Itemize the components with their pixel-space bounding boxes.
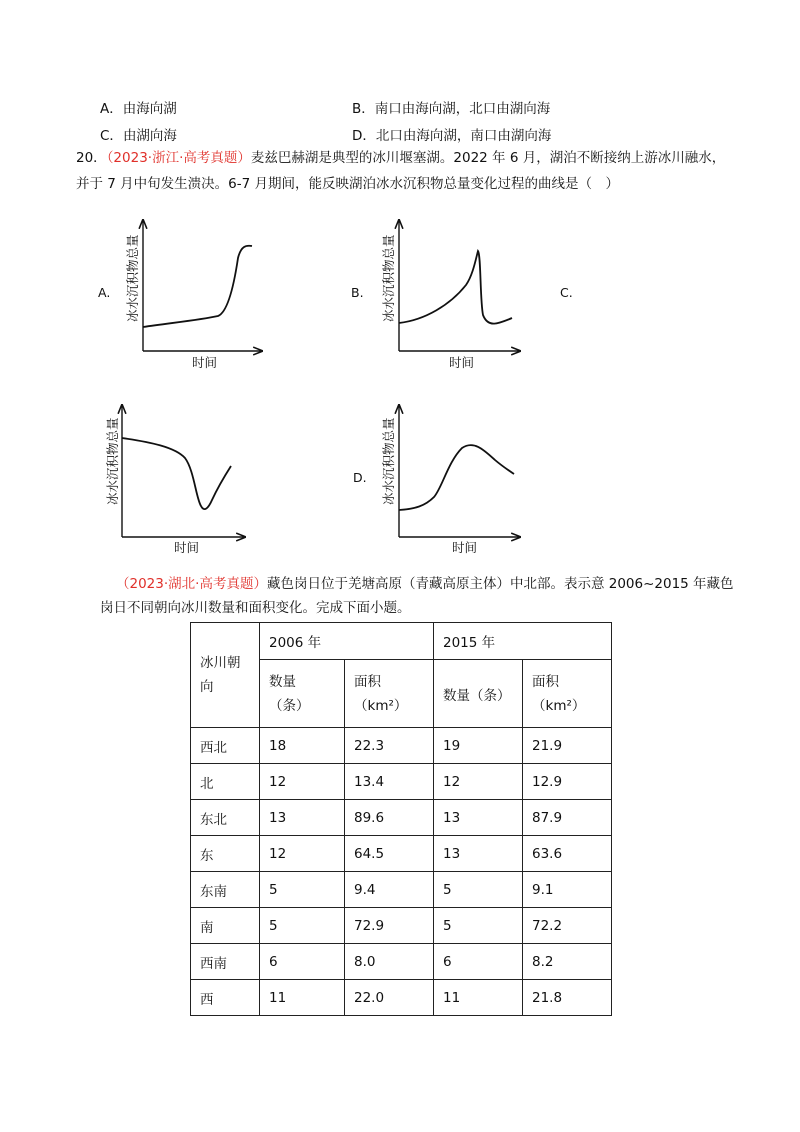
count-2015-cell: 19 (434, 728, 523, 764)
graph-a-ylabel: 冰水沉积物总量 (125, 234, 140, 322)
count-2006-cell: 18 (260, 728, 345, 764)
graph-b-label: B. (351, 285, 364, 300)
header-orientation: 冰川朝向 (191, 623, 260, 728)
area-2015-cell: 9.1 (523, 872, 612, 908)
graph-d-ylabel: 冰水沉积物总量 (381, 417, 396, 505)
area-2015-cell: 63.6 (523, 836, 612, 872)
question-source: （2023·浙江·高考真题） (106, 150, 251, 166)
graph-d-curve (399, 445, 514, 510)
count-2006-cell: 11 (260, 980, 345, 1016)
graph-b (351, 220, 520, 370)
group-text: 岗日不同朝向冰川数量和面积变化。完成下面小题。 (100, 600, 411, 616)
count-2015-cell: 6 (434, 944, 523, 980)
count-2015-cell: 13 (434, 800, 523, 836)
q19-option-b (352, 97, 550, 117)
area-2006-cell: 64.5 (345, 836, 434, 872)
question-number: 20． (76, 150, 107, 166)
header-2006: 2006 年 (260, 623, 434, 660)
option-letter: D． (352, 128, 376, 144)
q20-stem-line1 (76, 148, 725, 168)
area-2006-cell: 22.3 (345, 728, 434, 764)
graph-d-xlabel: 时间 (452, 540, 478, 555)
option-text: 南口由海向湖，北口由湖向海 (374, 101, 551, 117)
area-2015-cell: 8.2 (523, 944, 612, 980)
orientation-cell: 北 (191, 764, 260, 800)
count-2006-cell: 5 (260, 908, 345, 944)
q19-option-c (100, 124, 177, 144)
table-row (191, 764, 612, 800)
area-2006-cell: 22.0 (345, 980, 434, 1016)
group-intro-line2 (100, 598, 411, 618)
count-2006-cell: 5 (260, 872, 345, 908)
count-2015-cell: 5 (434, 908, 523, 944)
option-graphs (0, 200, 800, 560)
graph-c-label: C. (560, 285, 573, 300)
table-row (191, 728, 612, 764)
option-text: 由海向湖 (122, 101, 177, 117)
graph-c-ylabel: 冰水沉积物总量 (105, 417, 120, 505)
table-row (191, 908, 612, 944)
count-2006-cell: 12 (260, 764, 345, 800)
graph-d-label: D. (353, 470, 367, 485)
option-text: 由湖向海 (122, 128, 177, 144)
graph-c-curve (122, 438, 231, 509)
area-2015-cell: 21.8 (523, 980, 612, 1016)
q20-stem-line2 (76, 174, 619, 194)
group-source: （2023·湖北·高考真题） (116, 576, 267, 592)
area-2015-cell: 87.9 (523, 800, 612, 836)
graph-a (98, 220, 262, 370)
count-2006-cell: 13 (260, 800, 345, 836)
table-row (191, 944, 612, 980)
graph-a-curve (143, 246, 252, 327)
count-2015-cell: 11 (434, 980, 523, 1016)
orientation-cell: 东南 (191, 872, 260, 908)
q19-option-a (100, 97, 177, 117)
count-2006-cell: 6 (260, 944, 345, 980)
table-row (191, 836, 612, 872)
area-2006-cell: 72.9 (345, 908, 434, 944)
graph-d (353, 405, 520, 555)
area-2006-cell: 8.0 (345, 944, 434, 980)
graph-a-label: A. (98, 285, 111, 300)
glacier-table (190, 622, 612, 1016)
area-2006-cell: 89.6 (345, 800, 434, 836)
graph-b-curve (399, 251, 512, 324)
question-text: 麦兹巴赫湖是典型的冰川堰塞湖。2022 年 6 月，湖泊不断接纳上游冰川融水， (250, 150, 726, 166)
option-letter: B． (352, 101, 375, 117)
graph-b-xlabel: 时间 (449, 355, 475, 370)
table-row (191, 980, 612, 1016)
option-letter: A． (100, 101, 123, 117)
group-text: 藏色岗日位于羌塘高原（青藏高原主体）中北部。表示意 2006~2015 年藏色 (266, 576, 734, 592)
header-area-2006: 面积 （km²） (345, 660, 434, 728)
orientation-cell: 东 (191, 836, 260, 872)
count-2015-cell: 12 (434, 764, 523, 800)
table-row (191, 800, 612, 836)
question-text: 并于 7 月中旬发生溃决。6-7 月期间，能反映湖泊冰水沉积物总量变化过程的曲线是（ ） (76, 176, 620, 192)
orientation-cell: 东北 (191, 800, 260, 836)
orientation-cell: 南 (191, 908, 260, 944)
graph-c (105, 405, 245, 555)
orientation-cell: 西南 (191, 944, 260, 980)
count-2006-cell: 12 (260, 836, 345, 872)
orientation-cell: 西 (191, 980, 260, 1016)
table-row (191, 872, 612, 908)
option-text: 北口由海向湖，南口由湖向海 (375, 128, 552, 144)
graph-b-ylabel: 冰水沉积物总量 (381, 234, 396, 322)
area-2006-cell: 13.4 (345, 764, 434, 800)
header-count-2015: 数量（条） (434, 660, 523, 728)
graph-a-xlabel: 时间 (192, 355, 218, 370)
area-2006-cell: 9.4 (345, 872, 434, 908)
orientation-cell: 西北 (191, 728, 260, 764)
area-2015-cell: 72.2 (523, 908, 612, 944)
area-2015-cell: 12.9 (523, 764, 612, 800)
count-2015-cell: 13 (434, 836, 523, 872)
group-intro-line1 (116, 574, 734, 594)
count-2015-cell: 5 (434, 872, 523, 908)
header-count-2006: 数量（条） (260, 660, 345, 728)
graph-c-xlabel: 时间 (174, 540, 200, 555)
area-2015-cell: 21.9 (523, 728, 612, 764)
q19-option-d (352, 124, 551, 144)
header-2015: 2015 年 (434, 623, 612, 660)
header-area-2015: 面积 （km²） (523, 660, 612, 728)
option-letter: C． (100, 128, 123, 144)
